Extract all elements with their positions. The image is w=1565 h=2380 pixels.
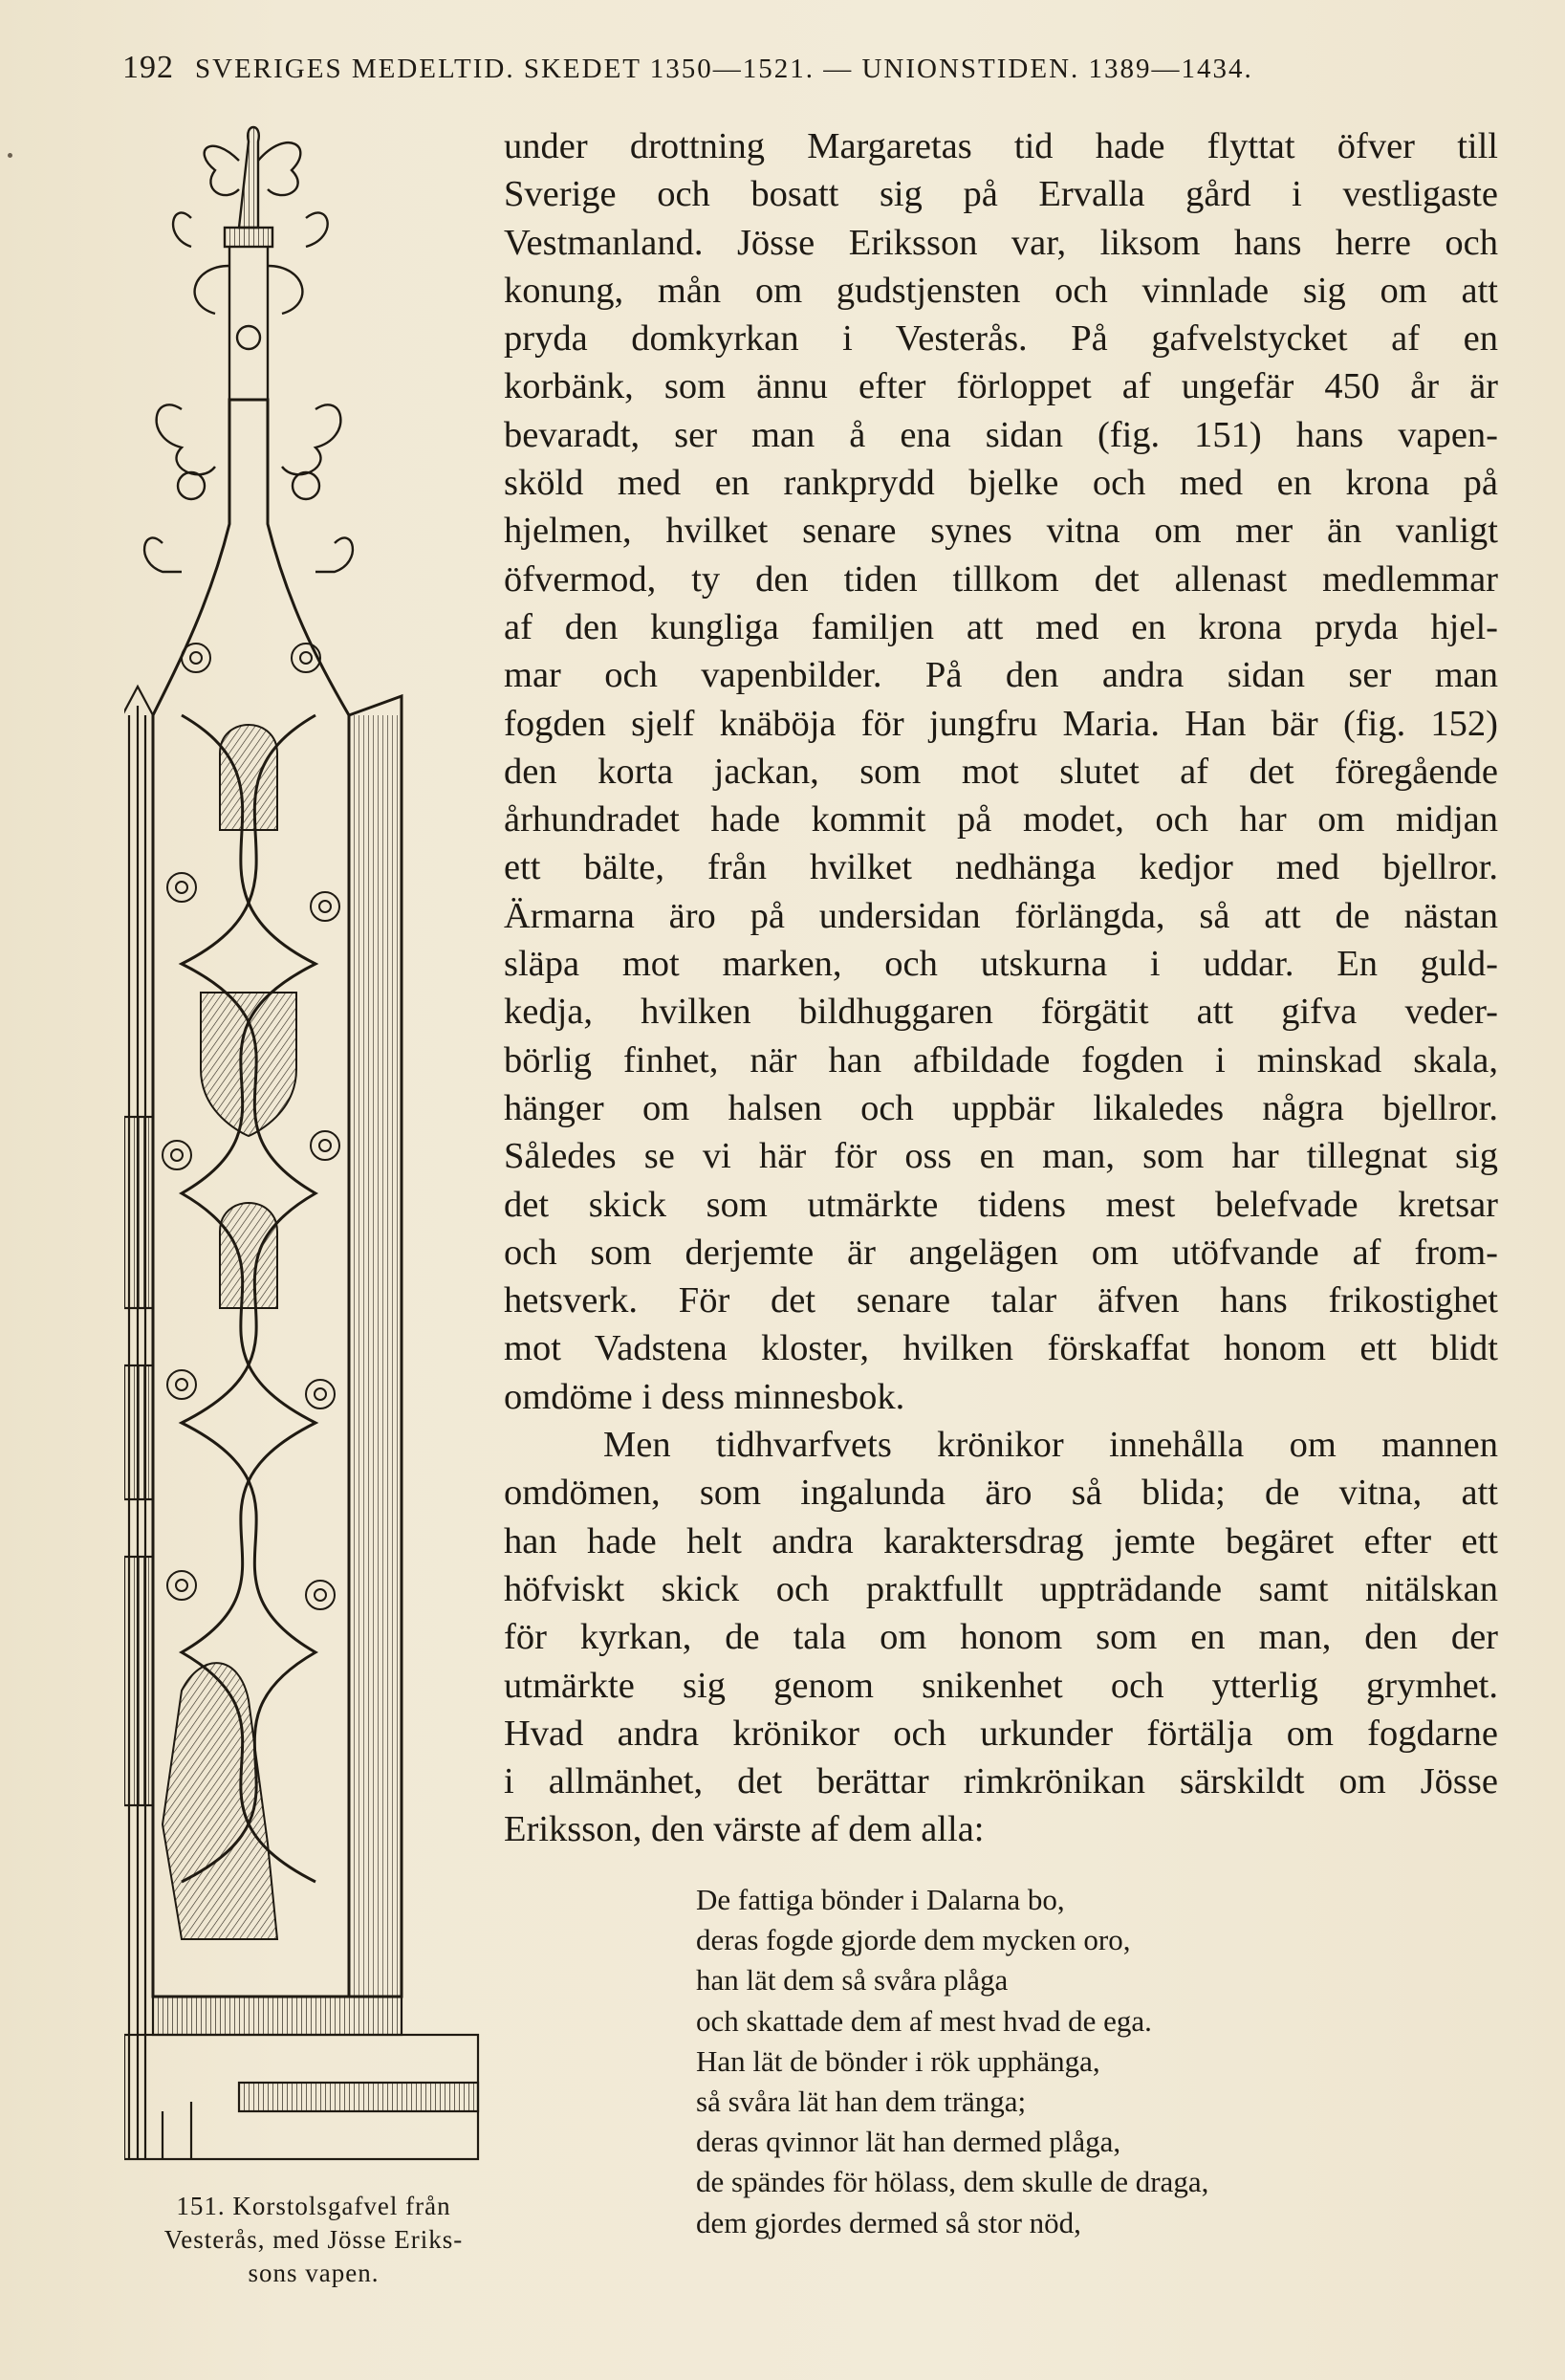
text-line: Men tidhvarfvets krönikor innehålla om mannen	[603, 1425, 1498, 1466]
text-line: under drottning Margaretas tid hade flyttat öfver till	[504, 126, 1498, 166]
text-line: öfvermod, ty den tiden tillkom det allenast medlemmar	[504, 558, 1498, 600]
text-line: han hade helt andra karaktersdrag jemte begäret efter ett	[504, 1520, 1498, 1561]
text-line: mot Vadstena kloster, hvilken förskaffat honom ett blidt	[504, 1328, 1498, 1369]
verse-quotation	[696, 1880, 1461, 2243]
verse-line: deras fogde gjorde dem mycken oro,	[696, 1923, 1131, 1957]
text-line: Ärmarna äro på undersidan förlängda, så att de nästan	[504, 895, 1498, 936]
margin-speck	[8, 153, 12, 158]
text-line: hjelmen, hvilket senare synes vitna om mer än vanligt	[504, 511, 1498, 552]
text-line: kedja, hvilken bildhuggaren förgätit att gifva veder-	[504, 992, 1498, 1033]
text-line: för kyrkan, de tala om honom som en man, den der	[504, 1617, 1498, 1658]
verse-line: de spändes för hölass, dem skulle de draga,	[696, 2165, 1209, 2199]
text-line: Sverige och bosatt sig på Ervalla gård i vestligaste	[504, 174, 1498, 215]
text-line: mar och vapenbilder. På den andra sidan ser man	[504, 655, 1498, 696]
text-line: fogden sjelf knäböja för jungfru Maria. Han bär (fig. 152)	[504, 703, 1498, 744]
text-line: höfviskt skick och praktfullt uppträdande samt nitälskan	[504, 1568, 1498, 1609]
verse-line: så svåra lät han dem tränga;	[696, 2084, 1027, 2118]
text-line: i allmänhet, det berättar rimkrönikan särskildt om Jösse	[504, 1761, 1498, 1802]
verse-line: han lät dem så svåra plåga	[696, 1963, 1009, 1998]
text-line: korbänk, som ännu efter förloppet af ungefär 450 år är	[504, 366, 1498, 407]
text-line: omdöme i dess minnesbok.	[504, 1376, 905, 1417]
running-header	[122, 50, 1442, 86]
body-text	[504, 122, 1498, 1854]
caption-line: 151. Korstolsgafvel från	[176, 2192, 451, 2220]
verse-line: De fattiga bönder i Dalarna bo,	[696, 1883, 1065, 1916]
text-line: århundradet hade kommit på modet, och har om midjan	[504, 799, 1498, 841]
text-line: pryda domkyrkan i Vesterås. På gafvelstycket af en	[504, 318, 1498, 360]
caption-line: Vesterås, med Jösse Eriks-	[163, 2225, 464, 2254]
text-line: det skick som utmärkte tidens mest belefvade kretsar	[504, 1184, 1498, 1225]
text-line: Således se vi här för oss en man, som har tillegnat sig	[504, 1136, 1498, 1177]
text-line: ett bälte, från hvilket nedhänga kedjor med bjellror.	[504, 847, 1498, 888]
text-line: af den kungliga familjen att med en krona pryda hjel-	[504, 606, 1498, 647]
running-title: SVERIGES MEDELTID. SKEDET 1350—1521. — UNIONSTIDEN. 1389—1434.	[195, 54, 1253, 84]
text-line: hänger om halsen och uppbär likaledes några bjellror.	[504, 1087, 1498, 1128]
text-line: släpa mot marken, och utskurna i uddar. En guld-	[504, 944, 1498, 985]
figure-choir-stall-gable	[124, 122, 488, 2169]
text-line: omdömen, som ingalunda äro så blida; de vitna, att	[504, 1473, 1498, 1514]
verse-line: och skattade dem af mest hvad de ega.	[696, 2003, 1152, 2038]
text-line: hetsverk. För det senare talar äfven hans frikostighet	[504, 1280, 1498, 1321]
caption-line: sons vapen.	[248, 2259, 380, 2287]
text-line: bevaradt, ser man å ena sidan (fig. 151) hans vapen-	[504, 414, 1498, 455]
text-line: och som derjemte är angelägen om utöfvande af from-	[504, 1232, 1498, 1273]
text-line: sköld med en rankprydd bjelke och med en krona på	[504, 463, 1498, 504]
text-line: utmärkte sig genom snikenhet och ytterlig grymhet.	[504, 1665, 1498, 1706]
text-line: Eriksson, den värste af dem alla:	[504, 1809, 985, 1850]
page-number: 192	[122, 50, 174, 85]
text-line: konung, mån om gudstjensten och vinnlade sig om att	[504, 270, 1498, 311]
verse-line: deras qvinnor lät han dermed plåga,	[696, 2125, 1121, 2159]
figure-caption	[113, 2190, 514, 2290]
text-line: Hvad andra krönikor och urkunder förtälja om fogdarne	[504, 1713, 1498, 1754]
verse-line: Han lät de bönder i rök upphänga,	[696, 2043, 1100, 2078]
text-line: Vestmanland. Jösse Eriksson var, liksom hans herre och	[504, 222, 1498, 263]
text-line: börlig finhet, när han afbildade fogden i minskad skala,	[504, 1039, 1498, 1081]
verse-line: dem gjordes dermed så stor nöd,	[696, 2205, 1081, 2239]
carved-gable-illustration	[124, 122, 488, 2169]
text-line: den korta jackan, som mot slutet af det föregående	[504, 751, 1498, 792]
